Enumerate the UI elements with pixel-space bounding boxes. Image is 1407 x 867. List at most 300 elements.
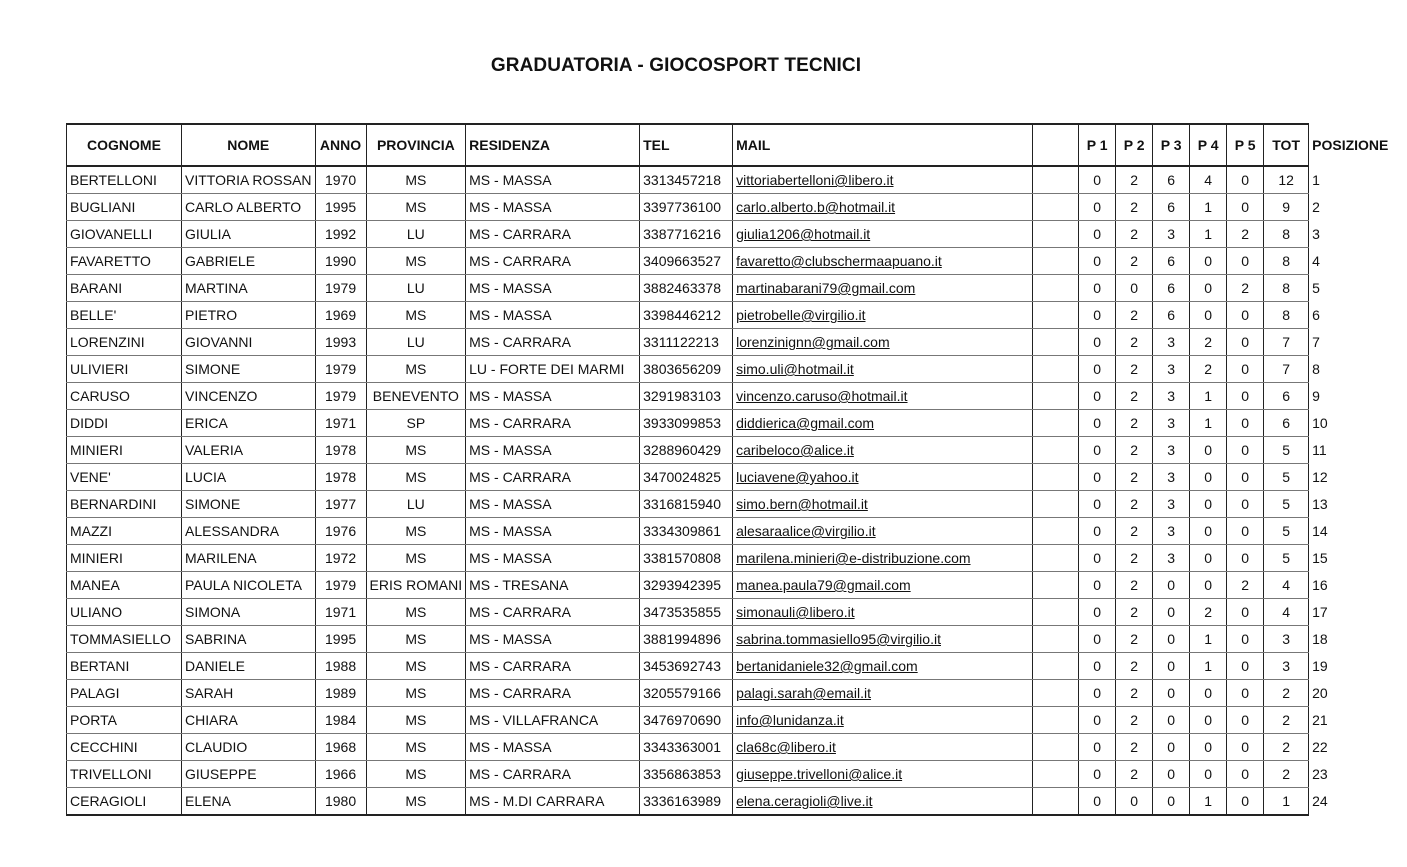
cell-blank	[1033, 707, 1079, 734]
cell-mail[interactable]: simo.bern@hotmail.it	[733, 491, 1033, 518]
cell-p1: 0	[1079, 275, 1116, 302]
cell-nome: ERICA	[182, 410, 316, 437]
cell-anno: 1979	[315, 383, 366, 410]
cell-cognome: TOMMASIELLO	[67, 626, 182, 653]
cell-tot: 2	[1264, 680, 1309, 707]
cell-p2: 2	[1116, 464, 1153, 491]
cell-p2: 2	[1116, 221, 1153, 248]
cell-p1: 0	[1079, 437, 1116, 464]
cell-tel: 3313457218	[640, 166, 733, 194]
cell-provincia: MS	[366, 166, 466, 194]
header-row	[67, 124, 1392, 166]
cell-tel: 3933099853	[640, 410, 733, 437]
cell-p3: 0	[1153, 707, 1190, 734]
table-row	[67, 680, 1392, 707]
header-nome: NOME	[182, 124, 316, 166]
cell-p3: 6	[1153, 248, 1190, 275]
cell-p3: 6	[1153, 275, 1190, 302]
cell-nome: GIOVANNI	[182, 329, 316, 356]
cell-mail[interactable]: carlo.alberto.b@hotmail.it	[733, 194, 1033, 221]
cell-posizione: 22	[1309, 734, 1392, 761]
table-row	[67, 329, 1392, 356]
cell-mail[interactable]: vincenzo.caruso@hotmail.it	[733, 383, 1033, 410]
cell-blank	[1033, 734, 1079, 761]
header-p2: P 2	[1116, 124, 1153, 166]
header-p3: P 3	[1153, 124, 1190, 166]
cell-tot: 9	[1264, 194, 1309, 221]
cell-mail[interactable]: sabrina.tommasiello95@virgilio.it	[733, 626, 1033, 653]
table-row	[67, 356, 1392, 383]
cell-nome: LUCIA	[182, 464, 316, 491]
cell-residenza: MS - CARRARA	[466, 464, 640, 491]
cell-p1: 0	[1079, 572, 1116, 599]
cell-p1: 0	[1079, 166, 1116, 194]
cell-tot: 2	[1264, 734, 1309, 761]
cell-provincia: MS	[366, 707, 466, 734]
cell-anno: 1966	[315, 761, 366, 788]
cell-provincia: MS	[366, 626, 466, 653]
cell-tel: 3288960429	[640, 437, 733, 464]
cell-tot: 4	[1264, 599, 1309, 626]
cell-posizione: 15	[1309, 545, 1392, 572]
cell-p5: 0	[1227, 356, 1264, 383]
cell-residenza: MS - MASSA	[466, 194, 640, 221]
table-row	[67, 302, 1392, 329]
cell-p2: 2	[1116, 518, 1153, 545]
cell-p1: 0	[1079, 707, 1116, 734]
cell-p5: 0	[1227, 518, 1264, 545]
cell-p1: 0	[1079, 410, 1116, 437]
cell-mail[interactable]: simonauli@libero.it	[733, 599, 1033, 626]
cell-cognome: ULIVIERI	[67, 356, 182, 383]
cell-p4: 2	[1190, 329, 1227, 356]
cell-p2: 2	[1116, 707, 1153, 734]
cell-p2: 2	[1116, 545, 1153, 572]
cell-p5: 0	[1227, 464, 1264, 491]
cell-tot: 5	[1264, 491, 1309, 518]
cell-tel: 3291983103	[640, 383, 733, 410]
cell-posizione: 10	[1309, 410, 1392, 437]
cell-posizione: 4	[1309, 248, 1392, 275]
cell-posizione: 16	[1309, 572, 1392, 599]
cell-anno: 1979	[315, 356, 366, 383]
cell-posizione: 8	[1309, 356, 1392, 383]
cell-cognome: BERTANI	[67, 653, 182, 680]
cell-mail[interactable]: cla68c@libero.it	[733, 734, 1033, 761]
cell-mail[interactable]: giuseppe.trivelloni@alice.it	[733, 761, 1033, 788]
header-anno: ANNO	[315, 124, 366, 166]
cell-residenza: MS - MASSA	[466, 275, 640, 302]
cell-anno: 1971	[315, 599, 366, 626]
cell-posizione: 11	[1309, 437, 1392, 464]
cell-anno: 1979	[315, 275, 366, 302]
cell-p4: 0	[1190, 680, 1227, 707]
cell-p4: 2	[1190, 356, 1227, 383]
header-p4: P 4	[1190, 124, 1227, 166]
cell-mail[interactable]: vittoriabertelloni@libero.it	[733, 166, 1033, 194]
cell-blank	[1033, 194, 1079, 221]
cell-p1: 0	[1079, 788, 1116, 816]
cell-cognome: PALAGI	[67, 680, 182, 707]
cell-tel: 3205579166	[640, 680, 733, 707]
cell-p5: 0	[1227, 383, 1264, 410]
cell-mail[interactable]: lorenzinignn@gmail.com	[733, 329, 1033, 356]
cell-p2: 2	[1116, 626, 1153, 653]
cell-p3: 3	[1153, 221, 1190, 248]
cell-anno: 1995	[315, 194, 366, 221]
cell-blank	[1033, 166, 1079, 194]
cell-blank	[1033, 221, 1079, 248]
cell-p5: 2	[1227, 275, 1264, 302]
cell-p1: 0	[1079, 518, 1116, 545]
cell-p4: 4	[1190, 166, 1227, 194]
cell-posizione: 14	[1309, 518, 1392, 545]
cell-p5: 0	[1227, 707, 1264, 734]
cell-p2: 2	[1116, 572, 1153, 599]
cell-tel: 3803656209	[640, 356, 733, 383]
cell-blank	[1033, 383, 1079, 410]
table-row	[67, 518, 1392, 545]
cell-p4: 1	[1190, 194, 1227, 221]
cell-p1: 0	[1079, 761, 1116, 788]
cell-tot: 12	[1264, 166, 1309, 194]
table-row	[67, 788, 1392, 816]
table-row	[67, 734, 1392, 761]
cell-nome: MARILENA	[182, 545, 316, 572]
cell-tel: 3356863853	[640, 761, 733, 788]
cell-blank	[1033, 410, 1079, 437]
cell-mail[interactable]: luciavene@yahoo.it	[733, 464, 1033, 491]
cell-anno: 1993	[315, 329, 366, 356]
cell-p1: 0	[1079, 734, 1116, 761]
cell-mail[interactable]: alesaraalice@virgilio.it	[733, 518, 1033, 545]
cell-p2: 2	[1116, 491, 1153, 518]
table-row	[67, 194, 1392, 221]
cell-tot: 6	[1264, 410, 1309, 437]
cell-tot: 8	[1264, 248, 1309, 275]
cell-p1: 0	[1079, 248, 1116, 275]
cell-blank	[1033, 599, 1079, 626]
cell-p5: 2	[1227, 221, 1264, 248]
cell-p1: 0	[1079, 626, 1116, 653]
cell-p2: 2	[1116, 680, 1153, 707]
cell-anno: 1971	[315, 410, 366, 437]
table-body	[67, 166, 1392, 815]
cell-cognome: BUGLIANI	[67, 194, 182, 221]
cell-p4: 0	[1190, 707, 1227, 734]
cell-posizione: 7	[1309, 329, 1392, 356]
cell-cognome: BERNARDINI	[67, 491, 182, 518]
header-blank	[1033, 124, 1079, 166]
cell-p5: 0	[1227, 653, 1264, 680]
cell-provincia: LU	[366, 275, 466, 302]
cell-nome: CHIARA	[182, 707, 316, 734]
table-row	[67, 383, 1392, 410]
cell-nome: CARLO ALBERTO	[182, 194, 316, 221]
table-row	[67, 275, 1392, 302]
cell-mail[interactable]: manea.paula79@gmail.com	[733, 572, 1033, 599]
cell-provincia: LU	[366, 221, 466, 248]
cell-residenza: MS - CARRARA	[466, 599, 640, 626]
cell-blank	[1033, 572, 1079, 599]
cell-p3: 3	[1153, 356, 1190, 383]
cell-anno: 1988	[315, 653, 366, 680]
table-row	[67, 166, 1392, 194]
cell-nome: VALERIA	[182, 437, 316, 464]
cell-p3: 3	[1153, 518, 1190, 545]
table-row	[67, 221, 1392, 248]
cell-mail[interactable]: info@lunidanza.it	[733, 707, 1033, 734]
cell-p1: 0	[1079, 383, 1116, 410]
cell-provincia: MS	[366, 761, 466, 788]
cell-posizione: 18	[1309, 626, 1392, 653]
cell-mail[interactable]: caribeloco@alice.it	[733, 437, 1033, 464]
cell-p3: 0	[1153, 734, 1190, 761]
cell-p3: 3	[1153, 329, 1190, 356]
cell-residenza: MS - CARRARA	[466, 410, 640, 437]
cell-anno: 1989	[315, 680, 366, 707]
cell-p1: 0	[1079, 221, 1116, 248]
cell-p4: 0	[1190, 572, 1227, 599]
cell-provincia: ERIS ROMANI	[366, 572, 466, 599]
cell-tel: 3381570808	[640, 545, 733, 572]
cell-cognome: LORENZINI	[67, 329, 182, 356]
cell-p2: 2	[1116, 356, 1153, 383]
cell-tel: 3409663527	[640, 248, 733, 275]
cell-blank	[1033, 437, 1079, 464]
cell-provincia: LU	[366, 491, 466, 518]
cell-p5: 0	[1227, 545, 1264, 572]
cell-tot: 2	[1264, 761, 1309, 788]
cell-tot: 5	[1264, 464, 1309, 491]
cell-p2: 2	[1116, 761, 1153, 788]
cell-provincia: MS	[366, 788, 466, 816]
cell-p5: 0	[1227, 166, 1264, 194]
header-p1: P 1	[1079, 124, 1116, 166]
cell-p3: 0	[1153, 788, 1190, 816]
cell-mail[interactable]: pietrobelle@virgilio.it	[733, 302, 1033, 329]
cell-provincia: MS	[366, 545, 466, 572]
cell-p5: 0	[1227, 302, 1264, 329]
cell-p4: 2	[1190, 599, 1227, 626]
cell-p2: 2	[1116, 383, 1153, 410]
cell-p3: 0	[1153, 572, 1190, 599]
cell-tel: 3293942395	[640, 572, 733, 599]
cell-anno: 1972	[315, 545, 366, 572]
cell-p4: 0	[1190, 761, 1227, 788]
table-row	[67, 626, 1392, 653]
table-row	[67, 572, 1392, 599]
cell-mail[interactable]: marilena.minieri@e-distribuzione.com	[733, 545, 1033, 572]
cell-tot: 5	[1264, 437, 1309, 464]
cell-provincia: MS	[366, 464, 466, 491]
table-row	[67, 599, 1392, 626]
cell-p2: 2	[1116, 437, 1153, 464]
cell-residenza: MS - CARRARA	[466, 653, 640, 680]
cell-residenza: MS - TRESANA	[466, 572, 640, 599]
cell-mail[interactable]: martinabarani79@gmail.com	[733, 275, 1033, 302]
cell-blank	[1033, 302, 1079, 329]
cell-nome: GABRIELE	[182, 248, 316, 275]
header-tot: TOT	[1264, 124, 1309, 166]
cell-p4: 0	[1190, 491, 1227, 518]
cell-tot: 8	[1264, 302, 1309, 329]
cell-p3: 3	[1153, 410, 1190, 437]
cell-tel: 3316815940	[640, 491, 733, 518]
cell-tel: 3398446212	[640, 302, 733, 329]
cell-nome: VINCENZO	[182, 383, 316, 410]
cell-residenza: MS - CARRARA	[466, 680, 640, 707]
cell-p3: 0	[1153, 761, 1190, 788]
cell-p4: 1	[1190, 383, 1227, 410]
cell-provincia: MS	[366, 356, 466, 383]
cell-residenza: MS - MASSA	[466, 626, 640, 653]
cell-posizione: 6	[1309, 302, 1392, 329]
cell-mail[interactable]: favaretto@clubschermaapuano.it	[733, 248, 1033, 275]
cell-anno: 1984	[315, 707, 366, 734]
cell-p2: 2	[1116, 410, 1153, 437]
cell-residenza: MS - MASSA	[466, 383, 640, 410]
table-row	[67, 248, 1392, 275]
cell-provincia: SP	[366, 410, 466, 437]
cell-mail[interactable]: giulia1206@hotmail.it	[733, 221, 1033, 248]
cell-nome: ALESSANDRA	[182, 518, 316, 545]
cell-p2: 2	[1116, 734, 1153, 761]
document-title: GRADUATORIA - GIOCOSPORT TECNICI	[490, 55, 862, 76]
cell-cognome: GIOVANELLI	[67, 221, 182, 248]
cell-p3: 6	[1153, 166, 1190, 194]
cell-p4: 0	[1190, 464, 1227, 491]
cell-p5: 0	[1227, 680, 1264, 707]
cell-anno: 1976	[315, 518, 366, 545]
cell-tot: 5	[1264, 545, 1309, 572]
cell-p5: 0	[1227, 761, 1264, 788]
cell-p3: 3	[1153, 437, 1190, 464]
cell-tot: 7	[1264, 356, 1309, 383]
cell-residenza: MS - MASSA	[466, 166, 640, 194]
cell-provincia: MS	[366, 599, 466, 626]
cell-p3: 3	[1153, 383, 1190, 410]
cell-posizione: 12	[1309, 464, 1392, 491]
cell-tot: 8	[1264, 221, 1309, 248]
cell-nome: CLAUDIO	[182, 734, 316, 761]
cell-anno: 1990	[315, 248, 366, 275]
cell-blank	[1033, 788, 1079, 816]
cell-mail[interactable]: bertanidaniele32@gmail.com	[733, 653, 1033, 680]
cell-p5: 0	[1227, 194, 1264, 221]
cell-blank	[1033, 275, 1079, 302]
cell-blank	[1033, 680, 1079, 707]
cell-tot: 7	[1264, 329, 1309, 356]
cell-cognome: PORTA	[67, 707, 182, 734]
cell-blank	[1033, 356, 1079, 383]
cell-p1: 0	[1079, 356, 1116, 383]
cell-nome: PIETRO	[182, 302, 316, 329]
cell-p3: 6	[1153, 194, 1190, 221]
cell-nome: MARTINA	[182, 275, 316, 302]
cell-tot: 6	[1264, 383, 1309, 410]
cell-cognome: DIDDI	[67, 410, 182, 437]
cell-tot: 3	[1264, 653, 1309, 680]
cell-provincia: MS	[366, 680, 466, 707]
cell-posizione: 24	[1309, 788, 1392, 816]
cell-p4: 0	[1190, 545, 1227, 572]
cell-nome: SIMONE	[182, 356, 316, 383]
cell-p5: 0	[1227, 248, 1264, 275]
header-p5: P 5	[1227, 124, 1264, 166]
cell-p5: 0	[1227, 410, 1264, 437]
cell-anno: 1978	[315, 464, 366, 491]
cell-tel: 3881994896	[640, 626, 733, 653]
cell-cognome: BELLE'	[67, 302, 182, 329]
cell-posizione: 13	[1309, 491, 1392, 518]
cell-posizione: 5	[1309, 275, 1392, 302]
cell-tot: 4	[1264, 572, 1309, 599]
cell-residenza: MS - VILLAFRANCA	[466, 707, 640, 734]
cell-blank	[1033, 329, 1079, 356]
cell-tot: 1	[1264, 788, 1309, 816]
cell-p5: 0	[1227, 491, 1264, 518]
cell-tel: 3387716216	[640, 221, 733, 248]
header-tel: TEL	[640, 124, 733, 166]
cell-anno: 1992	[315, 221, 366, 248]
cell-p4: 0	[1190, 302, 1227, 329]
cell-p2: 2	[1116, 653, 1153, 680]
cell-anno: 1978	[315, 437, 366, 464]
cell-blank	[1033, 626, 1079, 653]
cell-mail[interactable]: palagi.sarah@email.it	[733, 680, 1033, 707]
cell-p4: 0	[1190, 275, 1227, 302]
cell-p4: 0	[1190, 248, 1227, 275]
cell-provincia: BENEVENTO	[366, 383, 466, 410]
cell-residenza: MS - M.DI CARRARA	[466, 788, 640, 816]
cell-mail[interactable]: simo.uli@hotmail.it	[733, 356, 1033, 383]
cell-residenza: MS - MASSA	[466, 545, 640, 572]
cell-provincia: MS	[366, 653, 466, 680]
header-mail: MAIL	[733, 124, 1033, 166]
header-cognome: COGNOME	[67, 124, 182, 166]
cell-posizione: 17	[1309, 599, 1392, 626]
cell-anno: 1968	[315, 734, 366, 761]
cell-p2: 2	[1116, 166, 1153, 194]
cell-nome: SARAH	[182, 680, 316, 707]
cell-cognome: BERTELLONI	[67, 166, 182, 194]
cell-posizione: 23	[1309, 761, 1392, 788]
cell-tel: 3476970690	[640, 707, 733, 734]
cell-p5: 0	[1227, 788, 1264, 816]
cell-mail[interactable]: diddierica@gmail.com	[733, 410, 1033, 437]
cell-anno: 1970	[315, 166, 366, 194]
header-residenza: RESIDENZA	[466, 124, 640, 166]
table-row	[67, 437, 1392, 464]
cell-tot: 5	[1264, 518, 1309, 545]
table-row	[67, 545, 1392, 572]
cell-cognome: CECCHINI	[67, 734, 182, 761]
header-provincia: PROVINCIA	[366, 124, 466, 166]
cell-nome: GIUSEPPE	[182, 761, 316, 788]
cell-mail[interactable]: elena.ceragioli@live.it	[733, 788, 1033, 816]
cell-p3: 0	[1153, 626, 1190, 653]
cell-p3: 3	[1153, 545, 1190, 572]
cell-cognome: MANEA	[67, 572, 182, 599]
cell-nome: ELENA	[182, 788, 316, 816]
cell-p1: 0	[1079, 653, 1116, 680]
cell-anno: 1969	[315, 302, 366, 329]
cell-residenza: MS - MASSA	[466, 491, 640, 518]
table-row	[67, 410, 1392, 437]
cell-p5: 0	[1227, 437, 1264, 464]
cell-p3: 0	[1153, 653, 1190, 680]
